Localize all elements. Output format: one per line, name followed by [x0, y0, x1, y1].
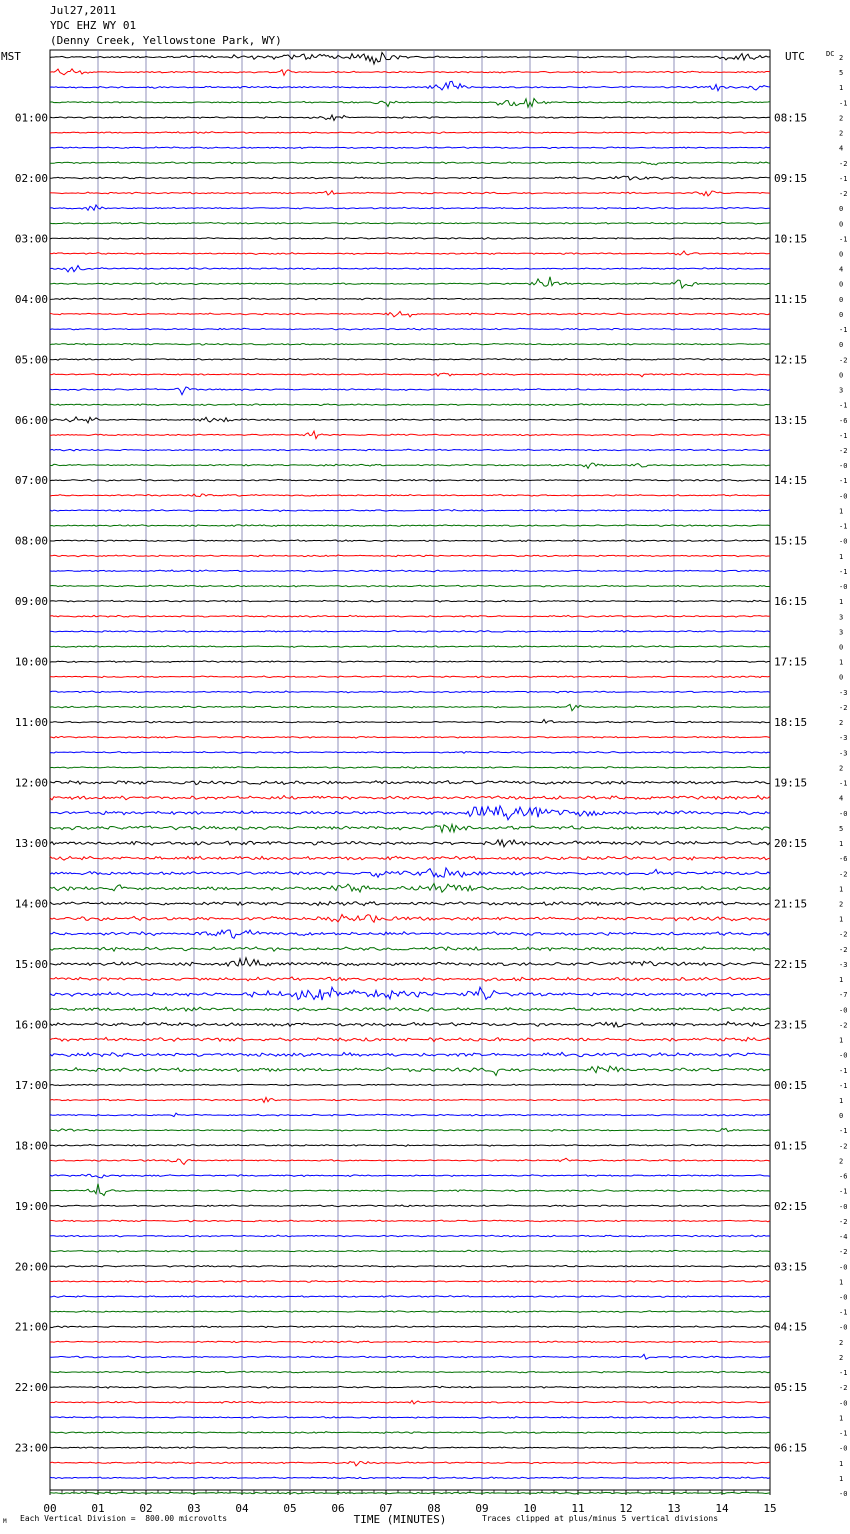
dc-offset-label: -1	[839, 1308, 848, 1317]
seismic-trace	[50, 479, 770, 481]
seismic-trace	[50, 824, 770, 832]
seismic-trace	[50, 781, 770, 785]
seismic-trace	[50, 883, 770, 892]
dc-offset-label: -1	[839, 1429, 848, 1438]
right-hour-label: 21:15	[774, 897, 808, 911]
seismic-trace	[50, 1354, 770, 1359]
seismic-trace	[50, 1113, 770, 1117]
dc-offset-label: -1	[839, 326, 848, 335]
dc-offset-label: 1	[839, 552, 844, 561]
dc-offset-label: 2	[839, 764, 844, 773]
seismic-trace	[50, 162, 770, 165]
seismic-trace	[50, 328, 770, 330]
left-hour-label: 01:00	[14, 111, 48, 125]
right-hour-label: 12:15	[774, 353, 808, 367]
seismic-trace	[50, 525, 770, 527]
footer-corner-mark: M	[3, 1518, 7, 1525]
seismic-trace	[50, 661, 770, 663]
right-hour-label: 02:15	[774, 1199, 808, 1213]
x-tick-label: 12	[619, 1502, 633, 1515]
seismic-trace	[50, 1265, 770, 1267]
dc-offset-label: -2	[839, 703, 848, 712]
seismic-trace	[50, 404, 770, 406]
seismic-trace	[50, 930, 770, 938]
left-hour-label: 09:00	[14, 595, 48, 609]
dc-offset-label: 2	[839, 54, 844, 62]
seismic-trace	[50, 494, 770, 497]
seismic-trace	[50, 387, 770, 395]
seismic-trace	[50, 311, 770, 317]
dc-offset-label: -2	[839, 447, 848, 456]
dc-offset-label: -0	[839, 492, 848, 501]
seismic-trace	[50, 132, 770, 134]
seismic-trace	[50, 115, 770, 120]
seismic-trace	[50, 238, 770, 240]
seismic-trace	[50, 570, 770, 572]
seismic-trace	[50, 191, 770, 196]
dc-offset-label: -2	[839, 356, 848, 365]
seismic-trace	[50, 1417, 770, 1419]
seismic-trace	[50, 987, 770, 1000]
dc-offset-label: 2	[839, 900, 844, 909]
dc-offset-label: 1	[839, 840, 844, 849]
seismic-trace	[50, 856, 770, 860]
left-hour-label: 13:00	[14, 837, 48, 851]
seismic-trace	[50, 585, 770, 587]
dc-offset-label: 1	[839, 1036, 844, 1045]
seismic-trace	[50, 631, 770, 633]
seismic-trace	[50, 343, 770, 345]
seismic-trace	[50, 840, 770, 847]
seismic-trace	[50, 752, 770, 754]
right-timezone-label: UTC	[785, 50, 805, 63]
seismic-trace	[50, 1341, 770, 1343]
dc-offset-label: -2	[839, 945, 848, 954]
left-hour-label: 11:00	[14, 716, 48, 730]
left-hour-label: 08:00	[14, 534, 48, 548]
seismic-trace	[50, 1144, 770, 1146]
dc-offset-label: -6	[839, 416, 848, 425]
left-hour-label: 18:00	[14, 1139, 48, 1153]
x-tick-label: 03	[187, 1502, 201, 1515]
seismic-trace	[50, 958, 770, 966]
seismic-trace	[50, 806, 770, 820]
seismic-trace	[50, 1461, 770, 1466]
dc-offset-label: -3	[839, 734, 848, 743]
dc-offset-label: 1	[839, 84, 844, 93]
dc-offset-label: 0	[839, 673, 844, 682]
right-hour-label: 13:15	[774, 413, 808, 427]
dc-offset-label: 0	[839, 250, 844, 259]
left-hour-label: 21:00	[14, 1320, 48, 1334]
seismic-trace	[50, 1235, 770, 1237]
dc-offset-label: -0	[839, 1051, 848, 1060]
right-hour-label: 11:15	[774, 292, 808, 306]
seismic-trace	[50, 373, 770, 377]
dc-offset-label: 1	[839, 1278, 844, 1287]
right-hour-label: 10:15	[774, 232, 808, 246]
seismic-trace	[50, 736, 770, 738]
seismic-trace	[50, 555, 770, 557]
x-tick-label: 05	[283, 1502, 297, 1515]
dc-offset-label: 1	[839, 507, 844, 516]
right-hour-label: 18:15	[774, 716, 808, 730]
seismic-trace	[50, 1158, 770, 1164]
seismic-trace	[50, 1128, 770, 1131]
right-hour-label: 04:15	[774, 1320, 808, 1334]
right-hour-label: 06:15	[774, 1441, 808, 1455]
seismic-trace	[50, 1174, 770, 1177]
seismic-trace	[50, 510, 770, 512]
left-hour-label: 15:00	[14, 957, 48, 971]
x-tick-label: 02	[139, 1502, 153, 1515]
seismic-trace	[50, 901, 770, 905]
seismic-trace	[50, 676, 770, 678]
dc-offset-label: 1	[839, 1459, 844, 1468]
dc-offset-label: -0	[839, 1006, 848, 1015]
dc-offset-label: -1	[839, 1369, 848, 1378]
seismic-trace	[50, 915, 770, 923]
left-timezone-label: MST	[1, 50, 21, 63]
seismic-trace	[50, 691, 770, 693]
seismic-trace	[50, 646, 770, 648]
dc-offset-label: -1	[839, 567, 848, 576]
dc-offset-label: -1	[839, 99, 848, 108]
seismic-trace	[50, 720, 770, 724]
seismic-trace	[50, 1371, 770, 1373]
dc-offset-label: 2	[839, 1338, 844, 1347]
dc-offset-label: -6	[839, 1172, 848, 1181]
x-tick-label: 14	[715, 1502, 729, 1515]
dc-offset-label: 2	[839, 1353, 844, 1362]
dc-offset-label: 1	[839, 658, 844, 667]
seismic-trace	[50, 1037, 770, 1041]
left-hour-label: 10:00	[14, 655, 48, 669]
right-hour-label: 19:15	[774, 776, 808, 790]
left-hour-label: 23:00	[14, 1441, 48, 1455]
dc-offset-label: 0	[839, 643, 844, 652]
seismic-trace	[50, 1205, 770, 1207]
seismic-trace	[50, 947, 770, 951]
right-hour-label: 15:15	[774, 534, 808, 548]
seismic-trace	[50, 431, 770, 439]
x-tick-label: 11	[571, 1502, 585, 1515]
seismic-trace	[50, 1084, 770, 1086]
dc-offset-label: -0	[839, 1293, 848, 1302]
right-hour-label: 20:15	[774, 837, 808, 851]
footer-scale-note: Each Vertical Division = 800.00 microvolts	[20, 1514, 228, 1523]
seismic-trace	[50, 1477, 770, 1479]
plot-frame	[50, 50, 770, 1490]
x-tick-label: 06	[331, 1502, 345, 1515]
seismic-trace	[50, 796, 770, 800]
dc-offset-label: 5	[839, 824, 844, 833]
dc-offset-label: -1	[839, 174, 848, 183]
dc-offset-label: -1	[839, 522, 848, 531]
seismic-trace	[50, 1184, 770, 1196]
right-hour-label: 17:15	[774, 655, 808, 669]
dc-offset-label: 2	[839, 719, 844, 728]
left-hour-label: 07:00	[14, 474, 48, 488]
x-tick-label: 00	[43, 1502, 57, 1515]
dc-offset-label: 0	[839, 295, 844, 304]
right-hour-label: 23:15	[774, 1018, 808, 1032]
x-tick-label: 04	[235, 1502, 249, 1515]
dc-offset-label: -1	[839, 1187, 848, 1196]
dc-offset-label: -1	[839, 1081, 848, 1090]
dc-offset-label: -1	[839, 431, 848, 440]
seismic-trace	[50, 1296, 770, 1298]
seismic-trace	[50, 266, 770, 272]
dc-offset-label: 1	[839, 1474, 844, 1483]
seismic-trace	[50, 277, 770, 289]
dc-offset-label: -7	[839, 991, 848, 1000]
dc-offset-label: 4	[839, 265, 844, 274]
seismic-trace	[50, 767, 770, 769]
dc-offset-label: -0	[839, 462, 848, 471]
seismic-trace	[50, 205, 770, 210]
right-hour-label: 09:15	[774, 171, 808, 185]
dc-offset-label: -3	[839, 688, 848, 697]
dc-offset-label: -0	[839, 1444, 848, 1453]
dc-offset-label: -2	[839, 870, 848, 879]
dc-offset-label: -1	[839, 1127, 848, 1136]
seismic-trace	[50, 417, 770, 423]
dc-offset-label: -0	[839, 1263, 848, 1272]
seismic-trace	[50, 298, 770, 300]
dc-offset-label: 1	[839, 1414, 844, 1423]
left-hour-label: 04:00	[14, 292, 48, 306]
left-hour-label: 22:00	[14, 1381, 48, 1395]
dc-offset-label: -0	[839, 1323, 848, 1332]
dc-offset-label: 3	[839, 386, 844, 395]
seismic-trace	[50, 1250, 770, 1252]
left-hour-label: 12:00	[14, 776, 48, 790]
seismic-trace	[50, 449, 770, 451]
left-hour-label: 06:00	[14, 413, 48, 427]
dc-offset-label: -2	[839, 159, 848, 168]
seismic-trace	[50, 99, 770, 108]
x-tick-label: 09	[475, 1502, 489, 1515]
dc-offset-label: 1	[839, 598, 844, 607]
dc-offset-label: -2	[839, 1384, 848, 1393]
dc-offset-label: -2	[839, 1021, 848, 1030]
seismic-trace	[50, 1311, 770, 1313]
seismic-trace	[50, 1281, 770, 1283]
dc-offset-label: 0	[839, 205, 844, 214]
seismic-trace	[50, 81, 770, 90]
left-hour-label: 20:00	[14, 1260, 48, 1274]
dc-offset-label: 3	[839, 613, 844, 622]
dc-offset-label: -2	[839, 1142, 848, 1151]
footer-clip-note: Traces clipped at plus/minus 5 vertical divisions	[482, 1514, 719, 1523]
dc-offset-label: -0	[839, 583, 848, 592]
dc-offset-label: -0	[839, 537, 848, 546]
x-tick-label: 10	[523, 1502, 537, 1515]
dc-offset-label: 0	[839, 280, 844, 289]
seismic-trace	[50, 1432, 770, 1434]
right-hour-label: 01:15	[774, 1139, 808, 1153]
dc-offset-label: 0	[839, 310, 844, 319]
seismic-trace	[50, 1220, 770, 1222]
seismic-trace	[50, 600, 770, 602]
seismic-trace	[50, 1022, 770, 1027]
left-hour-label: 14:00	[14, 897, 48, 911]
dc-offset-label: -0	[839, 809, 848, 818]
dc-offset-label: -1	[839, 477, 848, 486]
left-hour-label: 16:00	[14, 1018, 48, 1032]
dc-offset-label: -4	[839, 1233, 848, 1242]
dc-offset-label: -0	[839, 1490, 848, 1498]
dc-offset-label: 0	[839, 1112, 844, 1121]
dc-offset-label: -2	[839, 1217, 848, 1226]
dc-offset-label: 2	[839, 114, 844, 123]
header-station: YDC EHZ WY 01	[50, 19, 137, 32]
dc-offset-label: 4	[839, 144, 844, 153]
right-hour-label: 22:15	[774, 957, 808, 971]
seismic-trace	[50, 1007, 770, 1011]
dc-offset-label: -1	[839, 1066, 848, 1075]
seismic-trace	[50, 704, 770, 710]
seismic-trace	[50, 1326, 770, 1328]
x-tick-label: 07	[379, 1502, 393, 1515]
seismic-trace	[50, 977, 770, 981]
dc-label: DC	[826, 50, 835, 58]
seismic-trace	[50, 1447, 770, 1449]
dc-offset-label: 1	[839, 915, 844, 924]
seismic-trace	[50, 147, 770, 149]
dc-offset-label: -2	[839, 1248, 848, 1257]
seismic-trace	[50, 463, 770, 468]
seismic-trace	[50, 223, 770, 225]
dc-offset-label: 5	[839, 69, 844, 78]
dc-offset-label: 0	[839, 341, 844, 350]
right-hour-label: 08:15	[774, 111, 808, 125]
right-hour-label: 03:15	[774, 1260, 808, 1274]
dc-offset-label: 1	[839, 885, 844, 894]
left-hour-label: 05:00	[14, 353, 48, 367]
dc-offset-label: 1	[839, 976, 844, 985]
seismic-trace	[50, 868, 770, 877]
seismic-trace	[50, 540, 770, 542]
dc-offset-label: 1	[839, 1096, 844, 1105]
dc-offset-label: 0	[839, 220, 844, 229]
dc-offset-label: -2	[839, 930, 848, 939]
right-hour-label: 16:15	[774, 595, 808, 609]
x-tick-label: 13	[667, 1502, 681, 1515]
seismic-trace	[50, 1401, 770, 1405]
dc-offset-label: -1	[839, 401, 848, 410]
dc-offset-label: 0	[839, 371, 844, 380]
seismic-trace	[50, 1066, 770, 1075]
dc-offset-label: 2	[839, 1157, 844, 1166]
left-hour-label: 19:00	[14, 1199, 48, 1213]
dc-offset-label: -1	[839, 235, 848, 244]
seismic-trace	[50, 69, 770, 76]
x-tick-label: 15	[763, 1502, 777, 1515]
seismic-trace	[50, 615, 770, 617]
x-tick-label: 01	[91, 1502, 105, 1515]
dc-offset-label: 2	[839, 129, 844, 138]
dc-offset-label: -3	[839, 749, 848, 758]
seismic-trace	[50, 1052, 770, 1056]
seismic-trace	[50, 251, 770, 255]
left-hour-label: 02:00	[14, 171, 48, 185]
x-axis-title: TIME (MINUTES)	[353, 1513, 447, 1526]
left-hour-label: 17:00	[14, 1078, 48, 1092]
seismic-trace	[50, 1097, 770, 1102]
dc-offset-label: 3	[839, 628, 844, 637]
dc-offset-label: -2	[839, 190, 848, 199]
seismic-trace	[50, 53, 770, 65]
dc-offset-label: -0	[839, 1202, 848, 1211]
right-hour-label: 05:15	[774, 1381, 808, 1395]
seismic-trace	[50, 176, 770, 180]
left-hour-label: 03:00	[14, 232, 48, 246]
dc-offset-label: -0	[839, 1399, 848, 1408]
header-date: Jul27,2011	[50, 4, 117, 17]
dc-offset-label: -3	[839, 960, 848, 969]
dc-offset-label: 4	[839, 794, 844, 803]
dc-offset-label: -1	[839, 779, 848, 788]
dc-offset-label: -6	[839, 855, 848, 864]
right-hour-label: 00:15	[774, 1078, 808, 1092]
seismic-trace	[50, 358, 770, 360]
seismic-trace	[50, 1386, 770, 1388]
x-tick-label: 08	[427, 1502, 441, 1515]
right-hour-label: 14:15	[774, 474, 808, 488]
header-location: (Denny Creek, Yellowstone Park, WY)	[50, 34, 282, 47]
